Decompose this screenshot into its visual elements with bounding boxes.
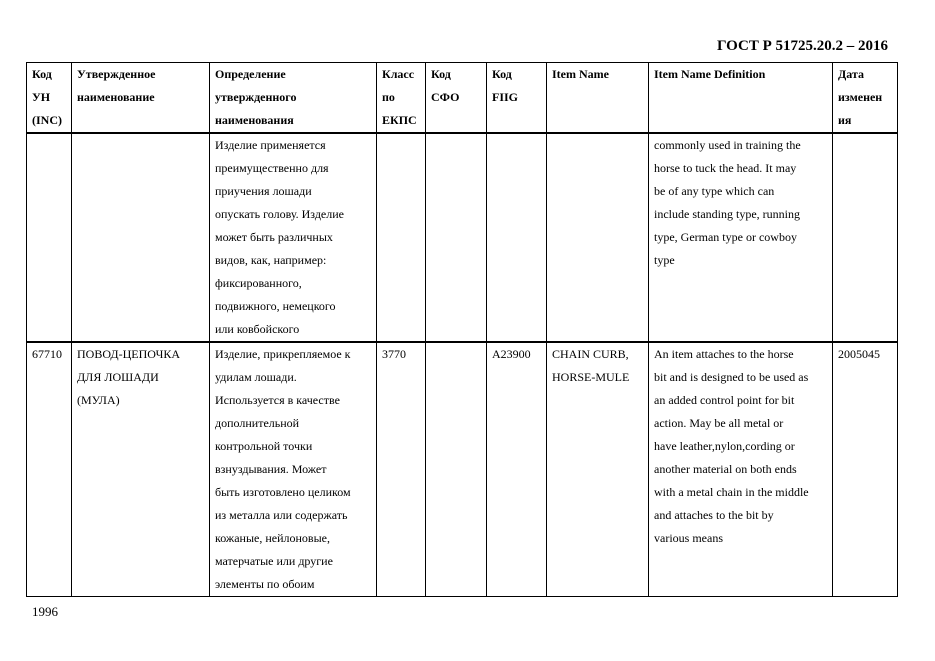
- col-header-inc: Код УН (INC): [27, 63, 72, 134]
- cell-approved-name: ПОВОД-ЦЕПОЧКА ДЛЯ ЛОШАДИ (МУЛА): [72, 342, 210, 597]
- table-header-row: [27, 63, 898, 134]
- page-number: 1996: [32, 604, 58, 619]
- col-header-item-name-definition: Item Name Definition: [649, 63, 833, 134]
- cell-definition-en: An item attaches to the horse bit and is designed to be used as an added control point for bit action. May be all metal or have leather,nylon,cording or another material on both ends with a metal chain in the middle and attaches to the bit by various means: [649, 342, 833, 597]
- cell-fiig: A23900: [487, 342, 547, 597]
- cell-date: 2005045: [833, 342, 898, 597]
- table-row: [27, 133, 898, 342]
- cell-class: 3770: [377, 342, 426, 597]
- cell-definition-ru: Изделие применяется преимущественно для приучения лошади опускать голову. Изделие может быть различных видов, как, например: фиксированного, подвижного, немецкого или ковбойского: [210, 133, 377, 342]
- cell-sfo: [426, 342, 487, 597]
- cell-class: [377, 133, 426, 342]
- col-header-fiig: Код FIIG: [487, 63, 547, 134]
- col-header-item-name: Item Name: [547, 63, 649, 134]
- cell-item-name: [547, 133, 649, 342]
- cell-sfo: [426, 133, 487, 342]
- cell-approved-name: [72, 133, 210, 342]
- cell-item-name: CHAIN CURB, HORSE-MULE: [547, 342, 649, 597]
- col-header-definition-ru: Определение утвержденного наименования: [210, 63, 377, 134]
- cell-definition-ru: Изделие, прикрепляемое к удилам лошади. Используется в качестве дополнительной контрольной точки взнуздывания. Может быть изготовлено целиком из металла или содержать кожаные, нейлоновые, матерчатые или другие элементы по обоим: [210, 342, 377, 597]
- col-header-approved-name: Утвержденное наименование: [72, 63, 210, 134]
- col-header-date: Дата изменен ия: [833, 63, 898, 134]
- cell-inc: [27, 133, 72, 342]
- catalog-table: [26, 62, 898, 597]
- cell-date: [833, 133, 898, 342]
- col-header-sfo: Код СФО: [426, 63, 487, 134]
- cell-fiig: [487, 133, 547, 342]
- cell-inc: 67710: [27, 342, 72, 597]
- document-standard-code: ГОСТ Р 51725.20.2 – 2016: [716, 38, 888, 54]
- table-row: [27, 342, 898, 597]
- col-header-class: Класс по ЕКПС: [377, 63, 426, 134]
- cell-definition-en: commonly used in training the horse to tuck the head. It may be of any type which can include standing type, running type, German type or cowboy type: [649, 133, 833, 342]
